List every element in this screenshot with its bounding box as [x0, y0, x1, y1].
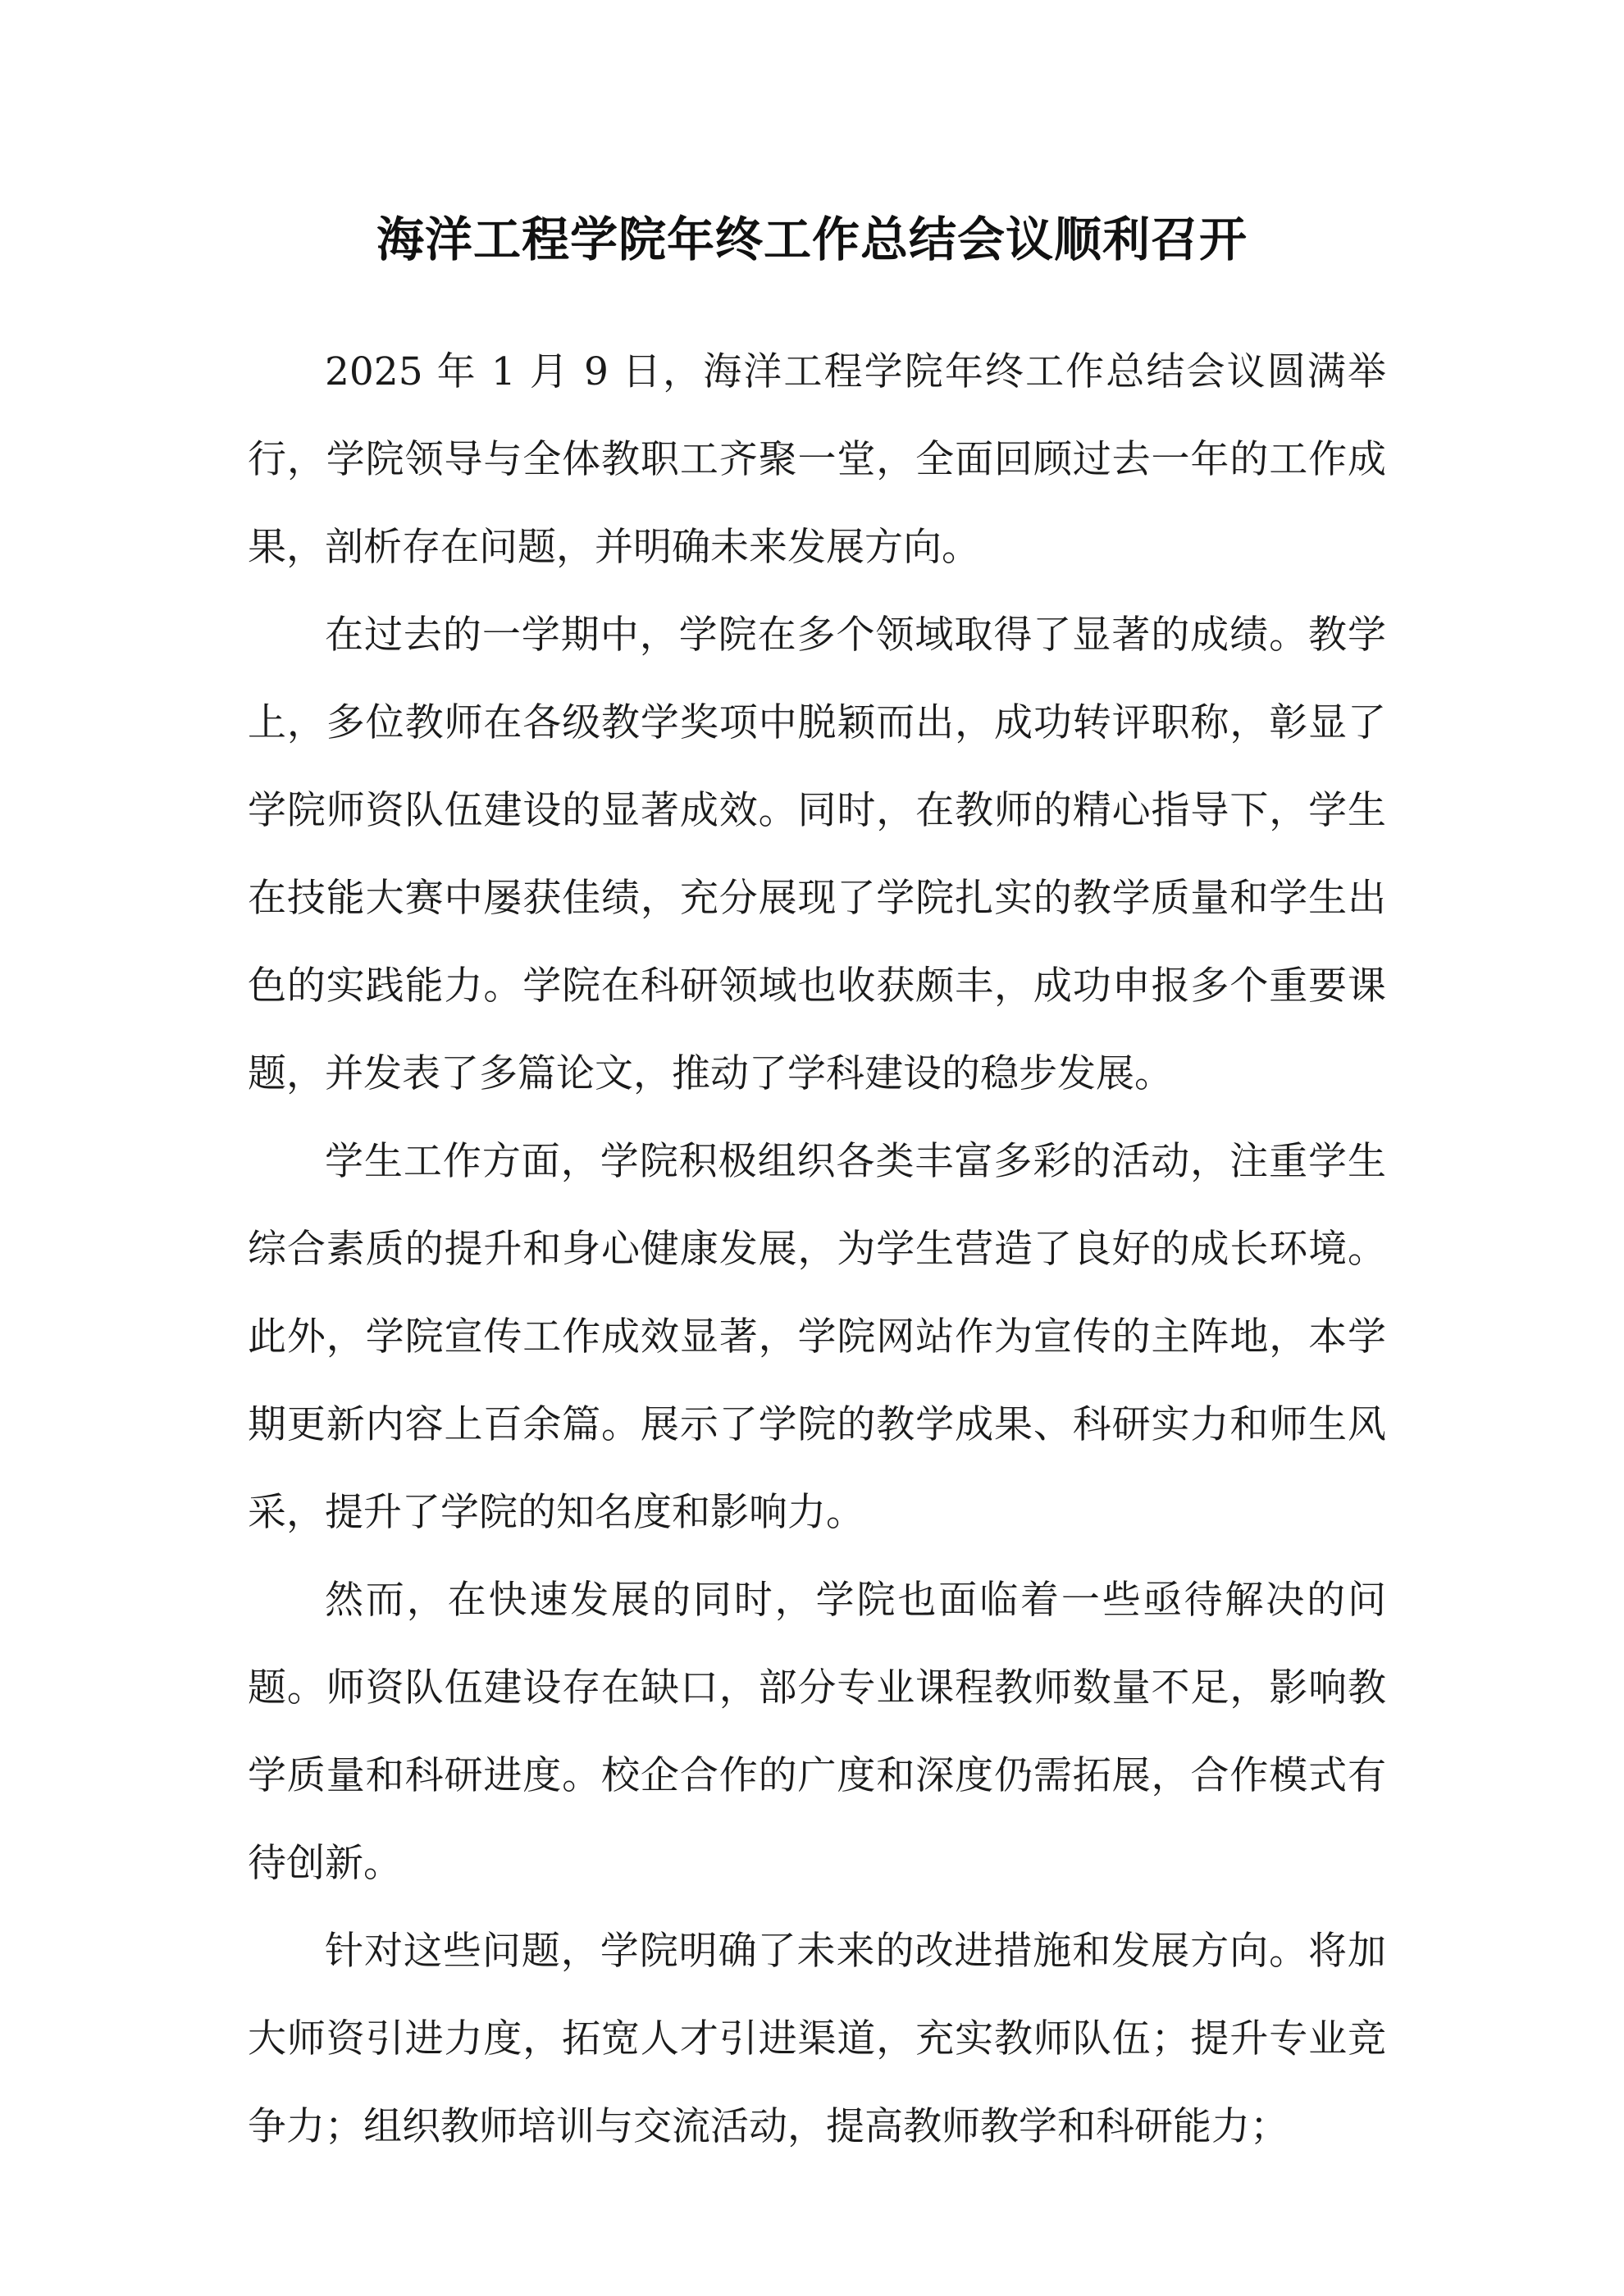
paragraph-5: 针对这些问题，学院明确了未来的改进措施和发展方向。将加大师资引进力度，拓宽人才引进渠道，充实教师队伍；提升专业竞争力；组织教师培训与交流活动，提高教师教学和科研能力； — [248, 1929, 1386, 2149]
paragraph-1: 2025 年 1 月 9 日，海洋工程学院年终工作总结会议圆满举行，学院领导与全体教职工齐聚一堂，全面回顾过去一年的工作成果，剖析存在问题，并明确未来发展方向。 — [248, 349, 1386, 570]
page-title: 海洋工程学院年终工作总结会议顺利召开 — [376, 212, 1248, 267]
paragraph-3: 学生工作方面，学院积极组织各类丰富多彩的活动，注重学生综合素质的提升和身心健康发展，为学生营造了良好的成长环境。此外，学院宣传工作成效显著，学院网站作为宣传的主阵地，本学期更新内容上百余篇。展示了学院的教学成果、科研实力和师生风采，提升了学院的知名度和影响力。 — [248, 1139, 1386, 1535]
paragraph-2: 在过去的一学期中，学院在多个领域取得了显著的成绩。教学上，多位教师在各级教学奖项中脱颖而出，成功转评职称，彰显了学院师资队伍建设的显著成效。同时，在教师的精心指导下，学生在技能大赛中屡获佳绩，充分展现了学院扎实的教学质量和学生出色的实践能力。学院在科研领域也收获颇丰，成功申报多个重要课题，并发表了多篇论文，推动了学科建设的稳步发展。 — [248, 613, 1386, 1096]
article-body — [248, 328, 1386, 2171]
paragraph-4: 然而，在快速发展的同时，学院也面临着一些亟待解决的问题。师资队伍建设存在缺口，部分专业课程教师数量不足，影响教学质量和科研进度。校企合作的广度和深度仍需拓展，合作模式有待创新。 — [248, 1578, 1386, 1886]
